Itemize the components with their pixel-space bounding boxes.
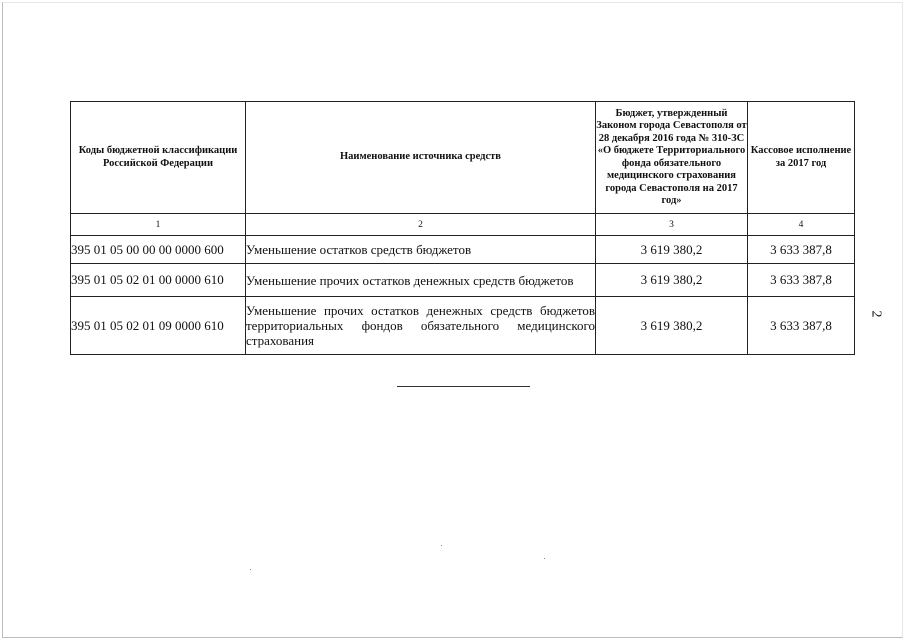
table-row bbox=[71, 236, 855, 264]
page-number: 2 bbox=[868, 310, 884, 318]
column-number-row bbox=[71, 214, 855, 236]
row-code: 395 01 05 02 01 00 0000 610 bbox=[71, 264, 246, 297]
column-number: 1 bbox=[71, 214, 246, 236]
header-source-name: Наименование источника средств bbox=[246, 102, 596, 214]
column-number: 2 bbox=[246, 214, 596, 236]
row-code: 395 01 05 02 01 09 0000 610 bbox=[71, 297, 246, 355]
row-budget-value: 3 619 380,2 bbox=[596, 264, 748, 297]
header-codes: Коды бюджетной классификации Российской Федерации bbox=[71, 102, 246, 214]
row-budget-value: 3 619 380,2 bbox=[596, 297, 748, 355]
header-approved-budget: Бюджет, утвержденный Законом города Севастополя от 28 декабря 2016 года № 310-ЗС «О бюджете Территориального фонда обязательного медицинского страхования города Севастополя на 2017 год» bbox=[596, 102, 748, 214]
scan-speck bbox=[544, 558, 545, 559]
row-execution-value: 3 633 387,8 bbox=[748, 297, 855, 355]
row-execution-value: 3 633 387,8 bbox=[748, 264, 855, 297]
table-header-row bbox=[71, 102, 855, 214]
row-source-name: Уменьшение прочих остатков денежных средств бюджетов bbox=[246, 264, 596, 297]
header-cash-execution: Кассовое исполнение за 2017 год bbox=[748, 102, 855, 214]
row-source-name: Уменьшение прочих остатков денежных средств бюджетов территориальных фондов обязательного медицинского страхования bbox=[246, 297, 596, 355]
scan-speck bbox=[441, 545, 442, 546]
column-number: 3 bbox=[596, 214, 748, 236]
row-execution-value: 3 633 387,8 bbox=[748, 236, 855, 264]
row-budget-value: 3 619 380,2 bbox=[596, 236, 748, 264]
end-of-table-rule bbox=[397, 386, 530, 387]
table-row bbox=[71, 297, 855, 355]
table-row bbox=[71, 264, 855, 297]
column-number: 4 bbox=[748, 214, 855, 236]
scan-speck bbox=[250, 569, 251, 570]
row-source-name: Уменьшение остатков средств бюджетов bbox=[246, 236, 596, 264]
budget-sources-table bbox=[70, 101, 855, 355]
row-code: 395 01 05 00 00 00 0000 600 bbox=[71, 236, 246, 264]
